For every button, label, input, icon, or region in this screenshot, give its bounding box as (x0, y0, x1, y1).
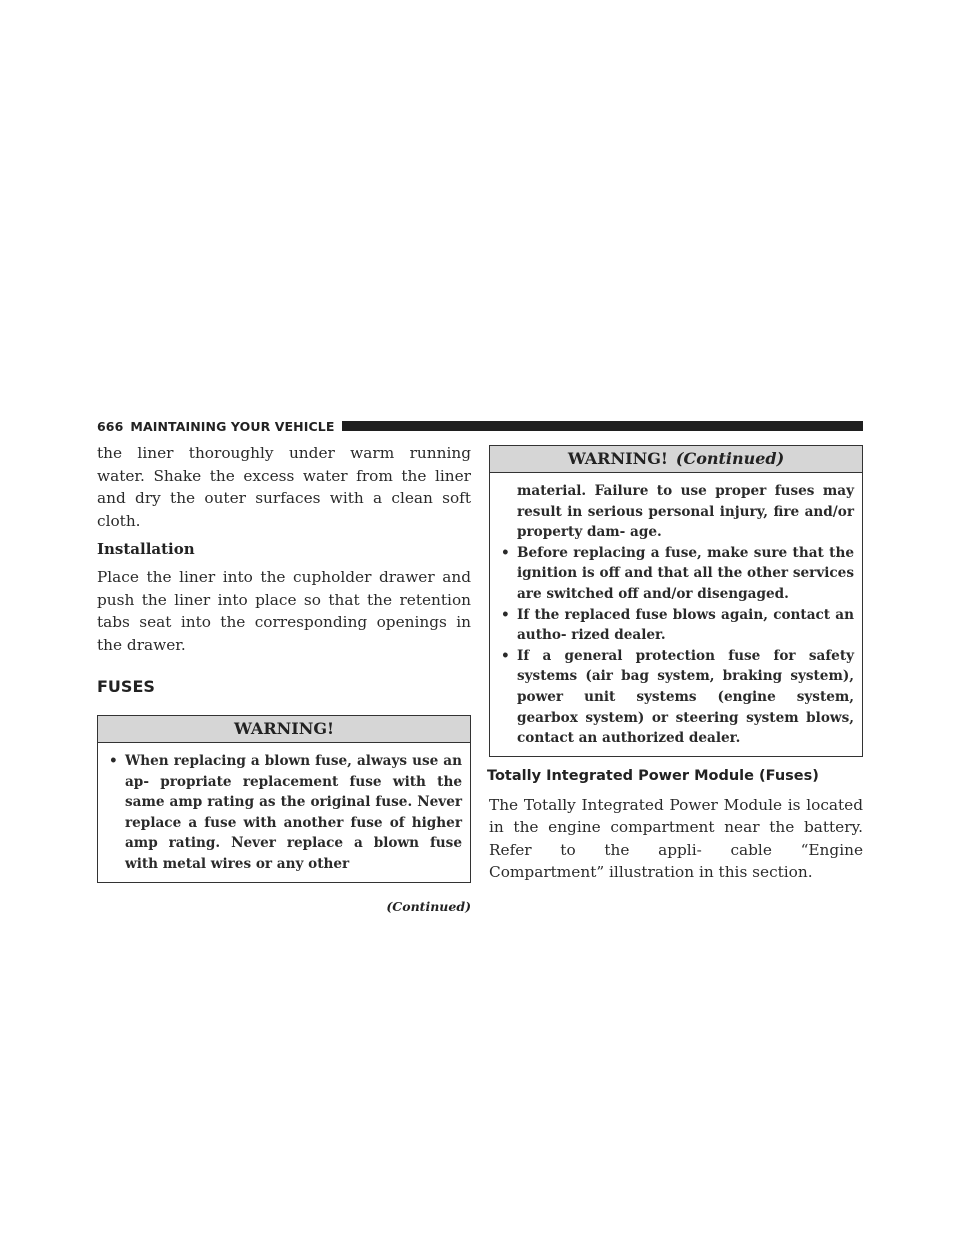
warning-box-continued (489, 445, 863, 757)
installation-heading: Installation (97, 540, 195, 558)
cleaning-paragraph: the liner thoroughly under warm running water. Shake the excess water from the liner and dry the outer surfaces with a clean soft cloth. (97, 444, 471, 530)
warning-item: • If the replaced fuse blows again, contact an autho- rized dealer. (498, 605, 854, 646)
warning-item: • Before replacing a fuse, make sure that the ignition is off and that all the other services are switched off and/or disengaged. (498, 543, 854, 605)
warning-body (98, 743, 470, 882)
fuses-heading: FUSES (97, 677, 155, 696)
warning-title (490, 446, 862, 473)
warning-list (106, 751, 462, 875)
warning-title-text: WARNING! (233, 719, 335, 738)
warning-list (498, 543, 854, 749)
tipm-paragraph: The Totally Integrated Power Module is located in the engine compartment near the battery. Refer to the appli- cable “Engine Compartment” illustration in this section. (489, 795, 863, 882)
left-column (97, 442, 471, 914)
warning-body (490, 473, 862, 756)
continued-label: (Continued) (386, 898, 471, 914)
page-number: 666 (97, 418, 124, 434)
section-title: MAINTAINING YOUR VEHICLE (130, 418, 335, 434)
right-column (489, 445, 863, 884)
warning-title-text: WARNING! (567, 449, 668, 468)
warning-item: • If a general protection fuse for safety systems (air bag system, braking system), power unit systems (engine system, gearbox system) or steering system blows, contact an authorized dealer. (498, 646, 854, 749)
header-rule (342, 421, 863, 431)
warning-item: • When replacing a blown fuse, always use an ap- propriate replacement fuse with the same amp rating as the original fuse. Never replace a fuse with another fuse of higher amp rating. Never replace a blown fuse with metal wires or any other (106, 751, 462, 875)
warning-title-continued: (Continued) (675, 449, 785, 468)
tipm-heading: Totally Integrated Power Module (Fuses) (487, 767, 819, 784)
warning-continued-text: material. Failure to use proper fuses may result in serious personal injury, fire and/or property dam- age. (517, 483, 854, 541)
page-header (97, 416, 863, 436)
warning-box (97, 715, 471, 883)
installation-paragraph: Place the liner into the cupholder drawer and push the liner into place so that the retention tabs seat into the corresponding openings in the drawer. (97, 568, 471, 654)
warning-title (98, 716, 470, 743)
